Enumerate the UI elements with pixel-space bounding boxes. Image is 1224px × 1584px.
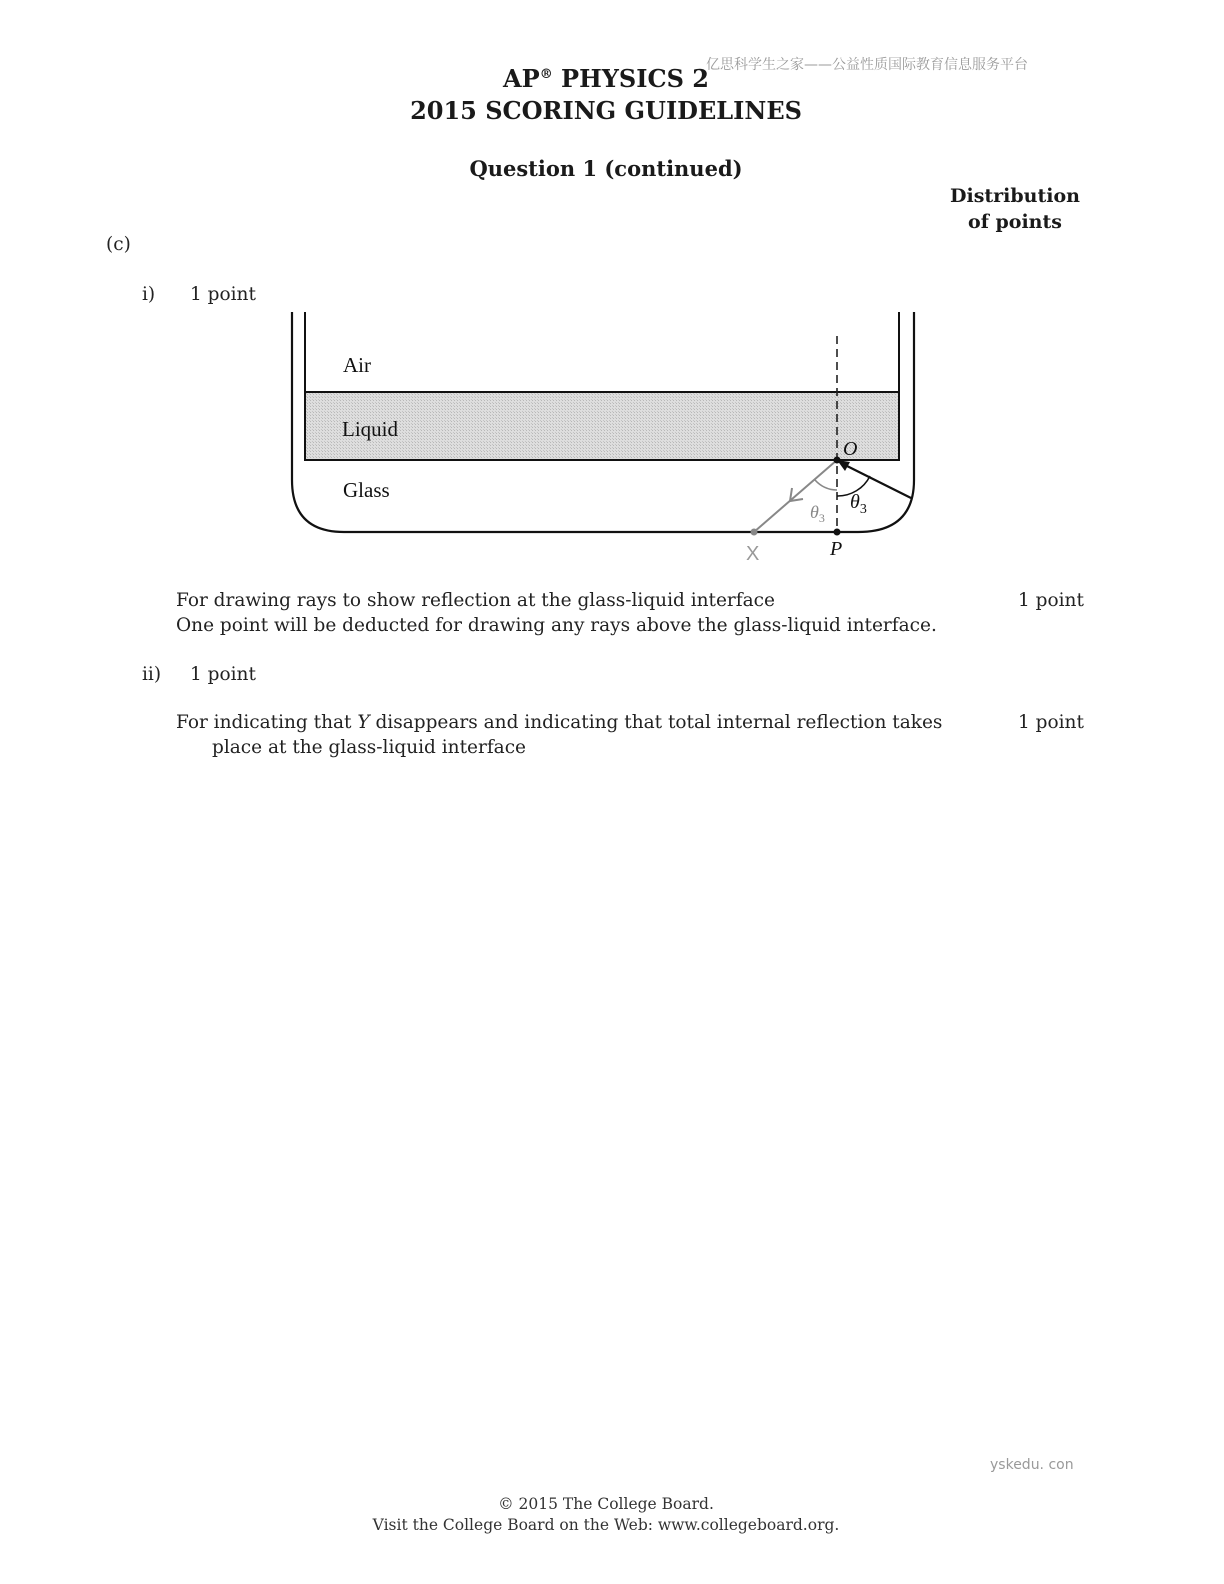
criterion-i-1-points: 1 point	[1018, 590, 1084, 611]
section-label: (c)	[106, 234, 131, 255]
part-ii-label: ii)	[142, 664, 162, 685]
footer-copyright: © 2015 The College Board.	[498, 1495, 714, 1513]
watermark-bottom: yskedu. con	[990, 1457, 1074, 1473]
label-theta-right: $\theta_3$	[850, 491, 867, 517]
footer-visit: Visit the College Board on the Web: www.collegeboard.org.	[372, 1516, 840, 1534]
part-i-points: 1 point	[190, 284, 256, 305]
criterion-ii-1-continued: place at the glass-liquid interface	[212, 737, 527, 758]
label-liquid: Liquid	[342, 417, 398, 441]
label-theta-left: $\theta_3$	[810, 502, 825, 525]
criterion-ii-1-points: 1 point	[1018, 712, 1084, 733]
point-x-dot	[751, 529, 758, 536]
label-air: Air	[343, 353, 371, 377]
point-o	[834, 457, 841, 464]
label-glass: Glass	[343, 478, 390, 502]
distribution-heading: Distribution of points	[950, 185, 1080, 233]
part-i-label: i)	[142, 284, 156, 305]
theta-arc-left	[815, 480, 837, 490]
page-title: AP® PHYSICS 2	[503, 64, 709, 93]
page-subtitle: 2015 SCORING GUIDELINES	[410, 96, 802, 125]
label-point-o: O	[843, 438, 858, 460]
criterion-i-2: One point will be deducted for drawing any rays above the glass-liquid interface.	[176, 615, 937, 636]
criterion-i-1: For drawing rays to show reflection at the glass-liquid interface	[176, 590, 775, 611]
watermark-top: 亿思科学生之家——公益性质国际教育信息服务平台	[706, 57, 1028, 73]
glass-liquid-diagram	[280, 310, 930, 570]
point-p	[834, 529, 841, 536]
label-x-mark: X	[746, 543, 760, 565]
criterion-ii-1: For indicating that Y disappears and indicating that total internal reflection takes	[176, 712, 943, 733]
question-heading: Question 1 (continued)	[469, 156, 743, 181]
label-point-p: P	[830, 538, 843, 560]
part-ii-points: 1 point	[190, 664, 256, 685]
